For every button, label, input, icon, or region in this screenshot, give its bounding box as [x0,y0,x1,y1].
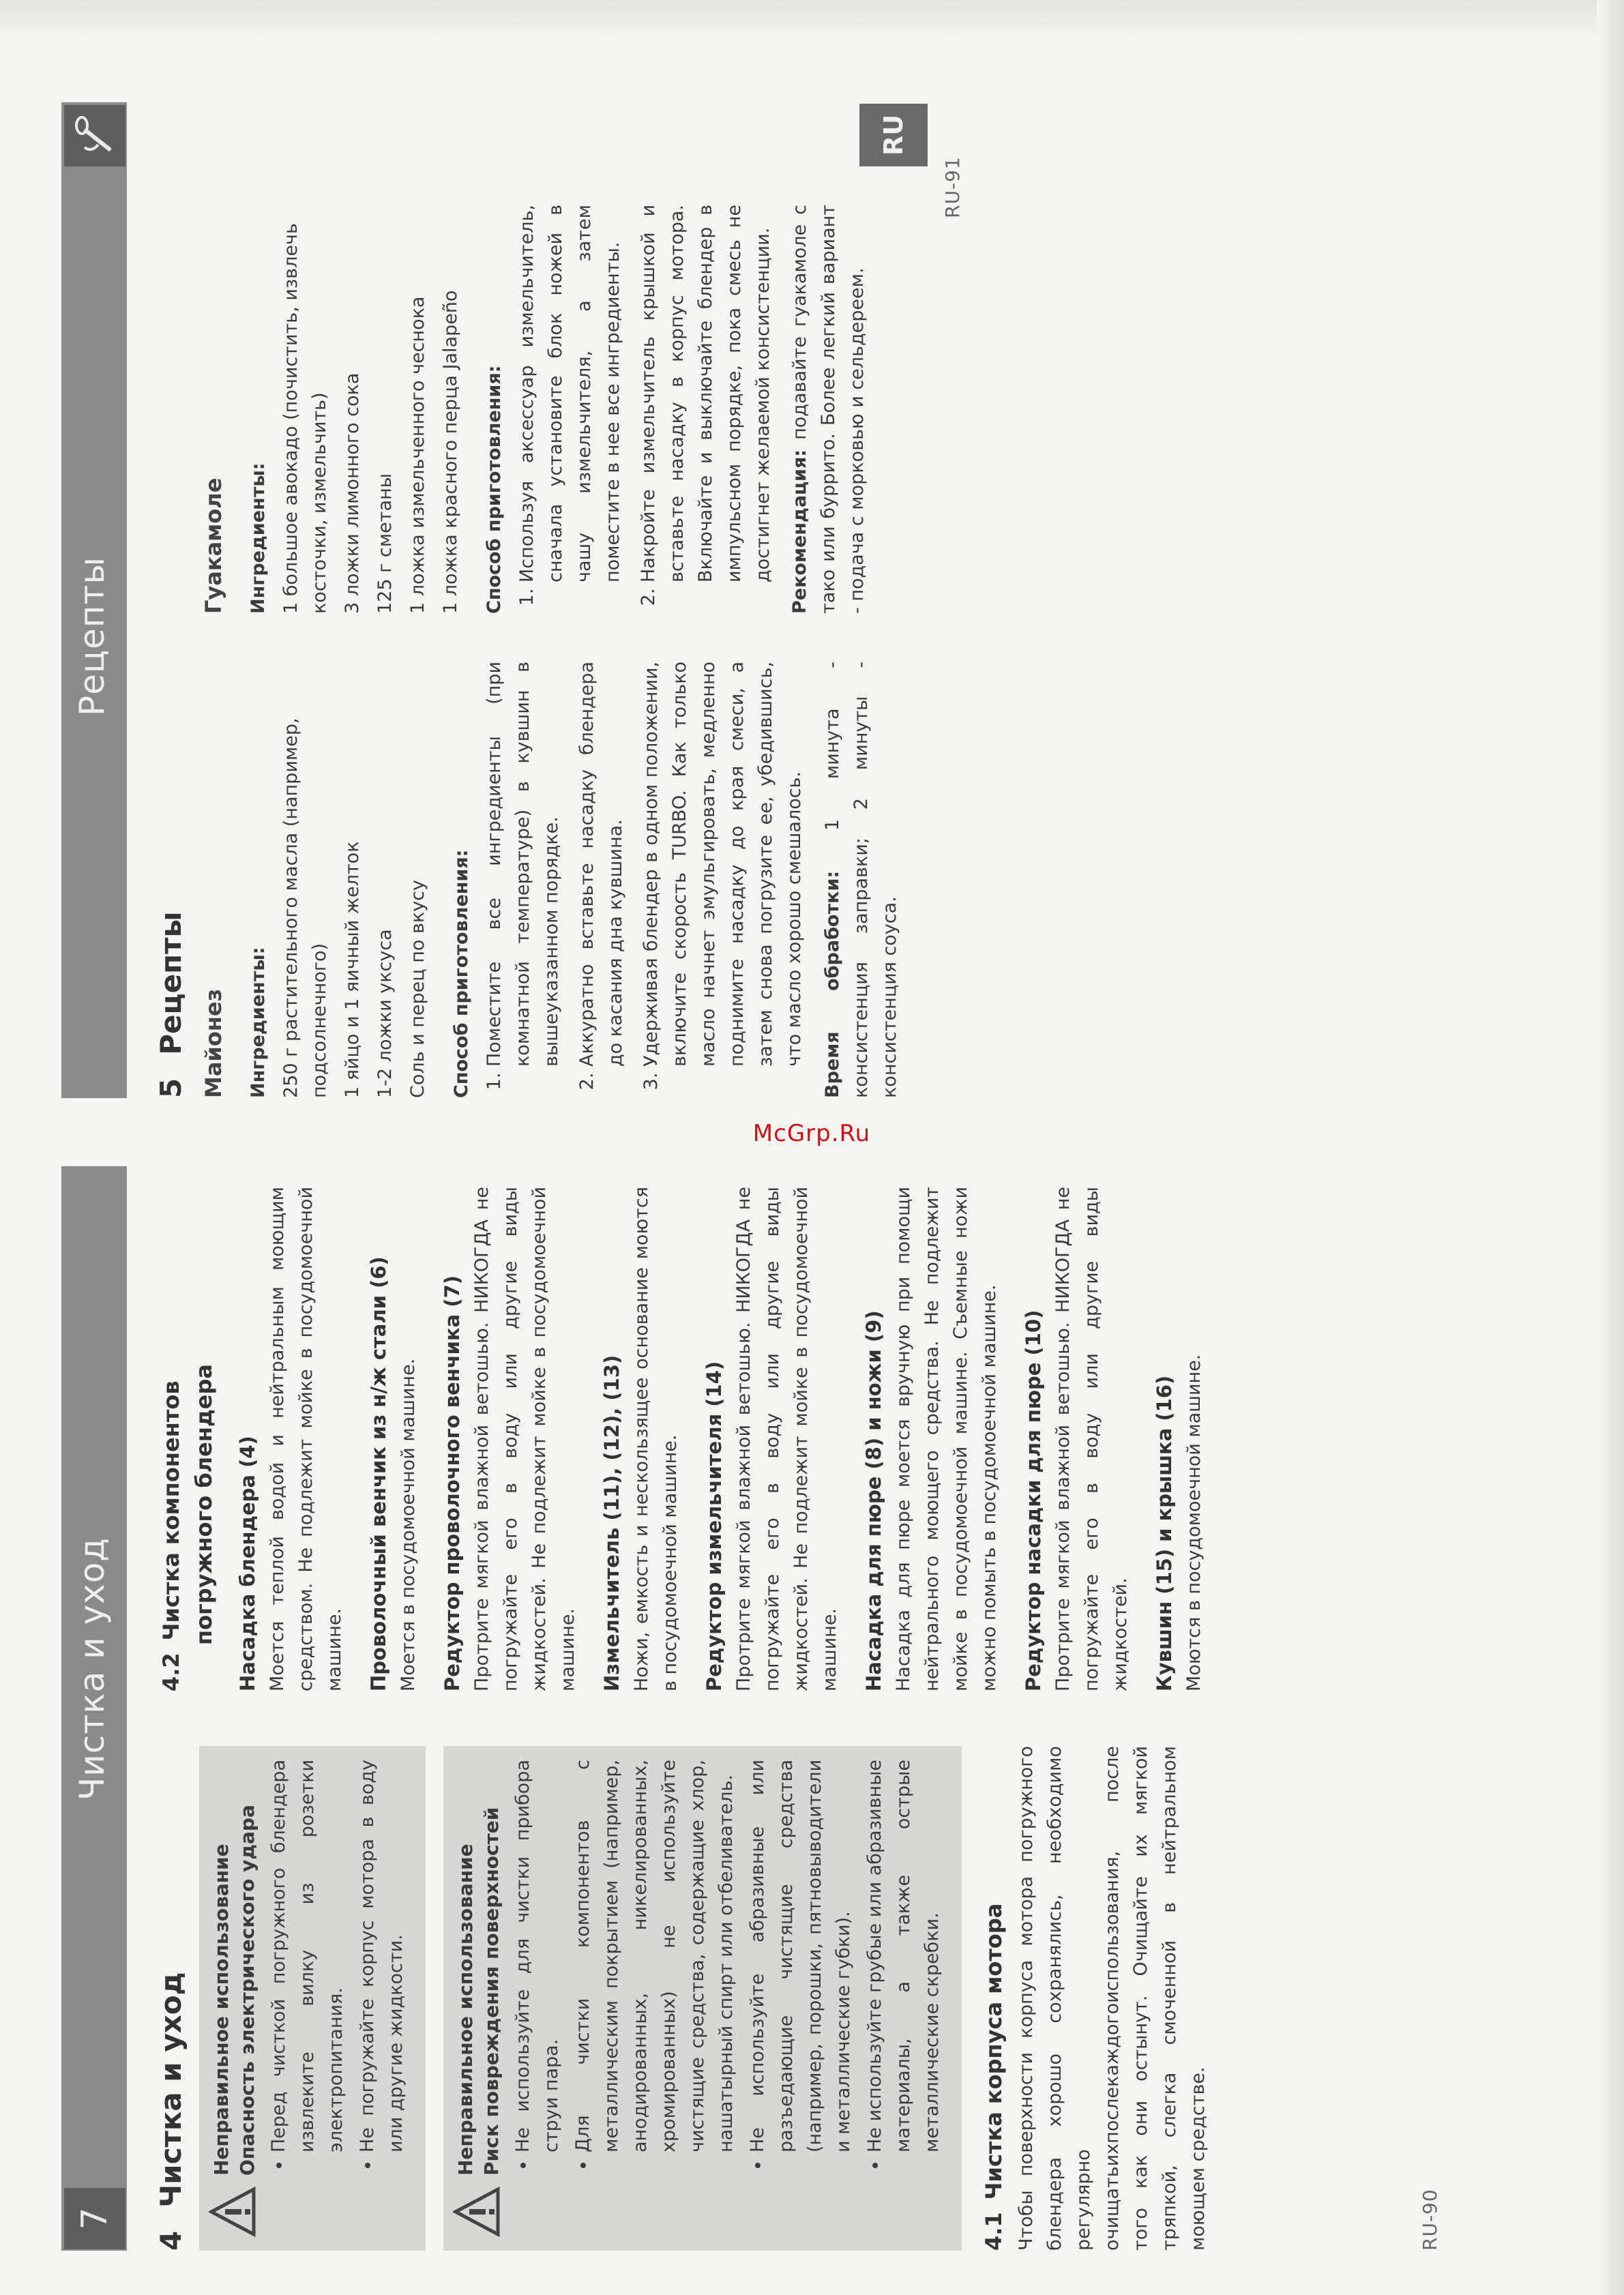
item-title: Редуктор насадки для пюре (10) [1022,1309,1045,1691]
warning-title: Неправильное использование [210,1844,233,2176]
warning-subtitle: Риск повреждения поверхностей [480,1807,503,2176]
warning-item: • Не используйте для чистки прибора струи пара. [509,1760,566,2152]
warning-list [265,1760,411,2176]
scan-shadow-right [1597,0,1624,2295]
warning-item: • Перед чисткой погружного блендера извлеките вилку из розетки электропитания. [265,1760,351,2152]
item-title: Редуктор проволочного венчика (7) [441,1275,464,1691]
section-heading: 4 Чистка и уход [154,1972,188,2251]
item-text: Насадка для пюре моется вручную при помощи нейтрального моющего средства. Не подлежит мойке в посудомоечной машине. Съемные ножи можно помыть в посудомоечной машине. [893,1187,1000,1691]
warning-box-surfaces [443,1746,962,2251]
cleaning-column-2 [157,1187,1209,1691]
page-number: RU-91 [941,156,964,218]
ingredients-label: Ингредиенты: [248,947,269,1098]
item-title: Насадка блендера (4) [236,1436,259,1691]
whisk-icon [64,105,126,166]
method-step: 3. Удерживая блендер в одном положении, включите скорость TURBO. Как только масло начнет эмульгировать, медленно поднимите насадку до края смеси, а затем снова погрузите ее, убедившись, что масло хорошо смешалось. [637,662,809,1067]
recommendation: Рекомендация: подавайте гуакамоле с тако или буррито. Более легкий вариант - подача с морковью и сельдереем. [789,205,868,614]
section-heading: 4.1 Чистка корпуса мотора [981,1903,1007,2251]
ingredients-label: Ингредиенты: [248,462,269,614]
method-steps [513,205,778,614]
item-title: Редуктор измельчителя (14) [703,1361,726,1691]
warning-icon [453,2187,501,2237]
method-step: 1. Используя аксессуар измельчитель, сначала установите блок ножей в чашу измельчителя, а затем поместите в нее все ингредиенты. [513,205,628,582]
method-label: Способ приготовления: [451,849,472,1098]
item-text: Моется в посудомоечной машине. [398,1358,419,1691]
item-title: Измельчитель (11), (12), (13) [600,1354,623,1691]
language-tab: RU [859,104,928,166]
method-step: 1. Поместите все ингредиенты (при комнатной температуре) в кувшин в вышеуказанном порядке. [480,662,566,1067]
ingredient: 1-2 ложки уксуса [374,929,396,1098]
item-text: Моется теплой водой и нейтральным моющим средством. Не подлежит мойке в посудомоечной машине. [267,1187,345,1691]
warning-list [509,1760,947,2176]
ingredient: 125 г сметаны [374,473,396,614]
section-heading: 4.2 Чистка компонентов [158,1380,184,1691]
processing-time: Время обработки: 1 минута - консистенция заправки; 2 минуты - консистенция соуса. [822,662,900,1098]
item-text: Ножи, емкость и нескользящее основание моются в посудомоечной машине. [631,1187,681,1691]
section-heading-cont: погружного блендера [191,1364,217,1645]
section-heading: 5 Рецепты [154,911,188,1098]
header-title: Чистка и уход [72,1537,112,1801]
warning-item: • Не используйте грубые или абразивные материалы, а также острые металлические скребки. [861,1760,947,2152]
warning-item: • Для чистки компонентов с металлическим покрытием (например, анодированных, никелированных, хромированных) не используйте чистящие средства, содержащие хлор, нашатырный спирт или отбеливатель. [569,1760,741,2152]
recipe-mayo [154,662,904,1098]
method-label: Способ приготовления: [484,365,505,614]
ingredient: 1 большое авокадо (почистить, извлечь косточки, измельчить) [280,223,330,614]
warning-title: Неправильное использование [454,1844,477,2176]
ingredient: 1 яйцо и 1 яичный желток [342,841,363,1098]
item-text: Протрите мягкой влажной ветошью. НИКОГДА не погружайте его в воду или другие виды жидкостей. Не подлежит мойке в посудомоечной машине. [733,1187,840,1691]
chapter-icon: 7 [64,2188,126,2249]
section-text: Чтобы поверхности корпуса мотора погружного блендера хорошо сохранялись, необходимо регулярно очищатьихпослекаждогоиспользования, после того как они остынут. Очищайте их мягкой тряпкой, слегка смоченной в нейтральном моющем средстве. [1016,1746,1209,2251]
method-steps [480,662,809,1098]
warning-box-electric [199,1746,426,2251]
recipe-title: Гуакамоле [201,477,226,614]
ingredient: 3 ложки лимонного сока [342,372,363,614]
item-title: Насадка для пюре (8) и ножи (9) [862,1310,885,1691]
method-step: 2. Аккуратно вставьте насадку блендера до касания дна кувшина. [573,662,630,1067]
ingredient: 250 г растительного масла (например, подсолнечного) [280,717,330,1098]
warning-subtitle: Опасность электрического удара [236,1805,259,2176]
page-cleaning [61,1166,1528,2251]
warning-item: • Не используйте абразивные или разъедающие чистящие средства (например, порошки, пятновыводители и металлические губки). [743,1760,858,2152]
cleaning-column-1 [154,1746,1213,2251]
page-number: RU-90 [1419,2189,1441,2251]
warning-icon [209,2187,256,2237]
method-step: 2. Накройте измельчитель крышкой и вставьте насадку в корпус мотора. Включайте и выключайте блендер в импульсном порядке, пока смесь не достигнет желаемой консистенции. [634,205,778,582]
scan-shadow-top [0,0,1624,41]
ingredient: 1 ложка измельченного чеснока [407,296,428,614]
header-title: Рецепты [72,556,112,716]
item-title: Кувшин (15) и крышка (16) [1153,1375,1176,1691]
recipe-guacamole [157,205,872,614]
item-title: Проволочный венчик из н/ж стали (6) [367,1256,390,1691]
item-text: Моются в посудомоечной машине. [1183,1354,1205,1691]
item-text: Протрите мягкой влажной ветошью. НИКОГДА не погружайте его в воду или другие виды жидкостей. [1052,1187,1131,1691]
watermark: McGrp.Ru [752,1120,871,1147]
item-text: Протрите мягкой влажной ветошью. НИКОГДА не погружайте его в воду или другие виды жидкостей. Не подлежит мойке в посудомоечной машине. [471,1187,578,1691]
page-recipes [61,102,996,1098]
ingredient: 1 ложка красного перца Jalapeño [440,290,461,614]
warning-item: • Не погружайте корпус мотора в воду или другие жидкости. [353,1760,411,2152]
recipe-title: Майонез [201,988,226,1098]
ingredient: Соль и перец по вкусу [407,879,428,1098]
